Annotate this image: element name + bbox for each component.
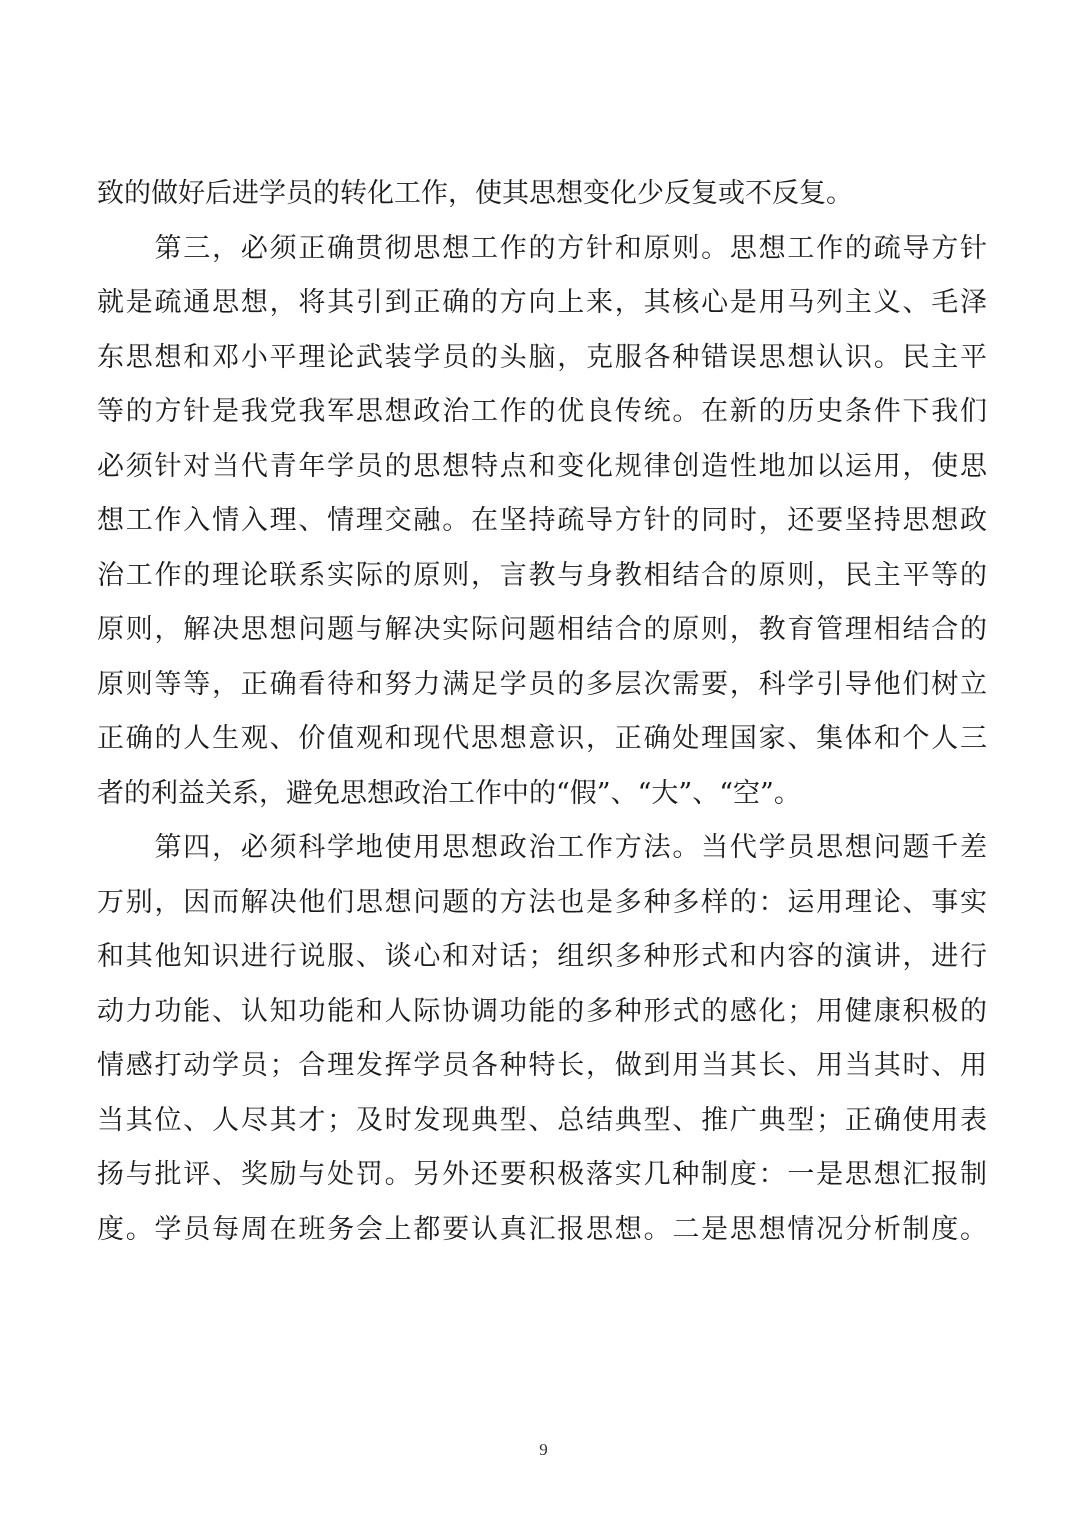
text-line: 当其位、人尽其才；及时发现典型、总结典型、推广典型；正确使用表 — [97, 1104, 987, 1136]
text-line: 情感打动学员；合理发挥学员各种特长，做到用当其长、用当其时、用 — [97, 1050, 987, 1081]
text-line: 第四，必须科学地使用思想政治工作方法。当代学员思想问题千差 — [97, 832, 987, 863]
body-text — [97, 167, 987, 1257]
text-line: 东思想和邓小平理论武装学员的头脑，克服各种错误思想认识。民主平 — [97, 341, 987, 373]
text-line: 治工作的理论联系实际的原则，言教与身教相结合的原则，民主平等的 — [97, 559, 987, 591]
page-number: 9 — [539, 1440, 548, 1459]
text-line: 动力功能、认知功能和人际协调功能的多种形式的感化；用健康积极的 — [97, 995, 987, 1027]
text-line: 致的做好后进学员的转化工作，使其思想变化少反复或不反复。 — [97, 178, 853, 209]
text-line: 想工作入情入理、情理交融。在坚持疏导方针的同时，还要坚持思想政 — [97, 505, 987, 536]
text-line: 第三，必须正确贯彻思想工作的方针和原则。思想工作的疏导方针 — [97, 232, 987, 264]
text-line: 就是疏通思想，将其引到正确的方向上来，其核心是用马列主义、毛泽 — [97, 287, 987, 318]
text-line: 正确的人生观、价值观和现代思想意识，正确处理国家、集体和个人三 — [97, 723, 987, 754]
text-line: 等的方针是我党我军思想政治工作的优良传统。在新的历史条件下我们 — [97, 396, 987, 427]
text-line: 和其他知识进行说服、谈心和对话；组织多种形式和内容的演讲，进行 — [97, 941, 987, 972]
text-line: 必须针对当代青年学员的思想特点和变化规律创造性地加以运用，使思 — [97, 450, 987, 482]
text-line: 扬与批评、奖励与处罚。另外还要积极落实几种制度：一是思想汇报制 — [97, 1159, 987, 1190]
text-line: 万别，因而解决他们思想问题的方法也是多种多样的：运用理论、事实 — [97, 886, 987, 918]
text-line: 原则等等，正确看待和努力满足学员的多层次需要，科学引导他们树立 — [97, 668, 987, 700]
text-line: 原则，解决思想问题与解决实际问题相结合的原则，教育管理相结合的 — [97, 614, 987, 645]
text-line: 者的利益关系，避免思想政治工作中的“假”、“大”、“空”。 — [97, 777, 801, 809]
text-line: 度。学员每周在班务会上都要认真汇报思想。二是思想情况分析制度。 — [97, 1213, 987, 1245]
